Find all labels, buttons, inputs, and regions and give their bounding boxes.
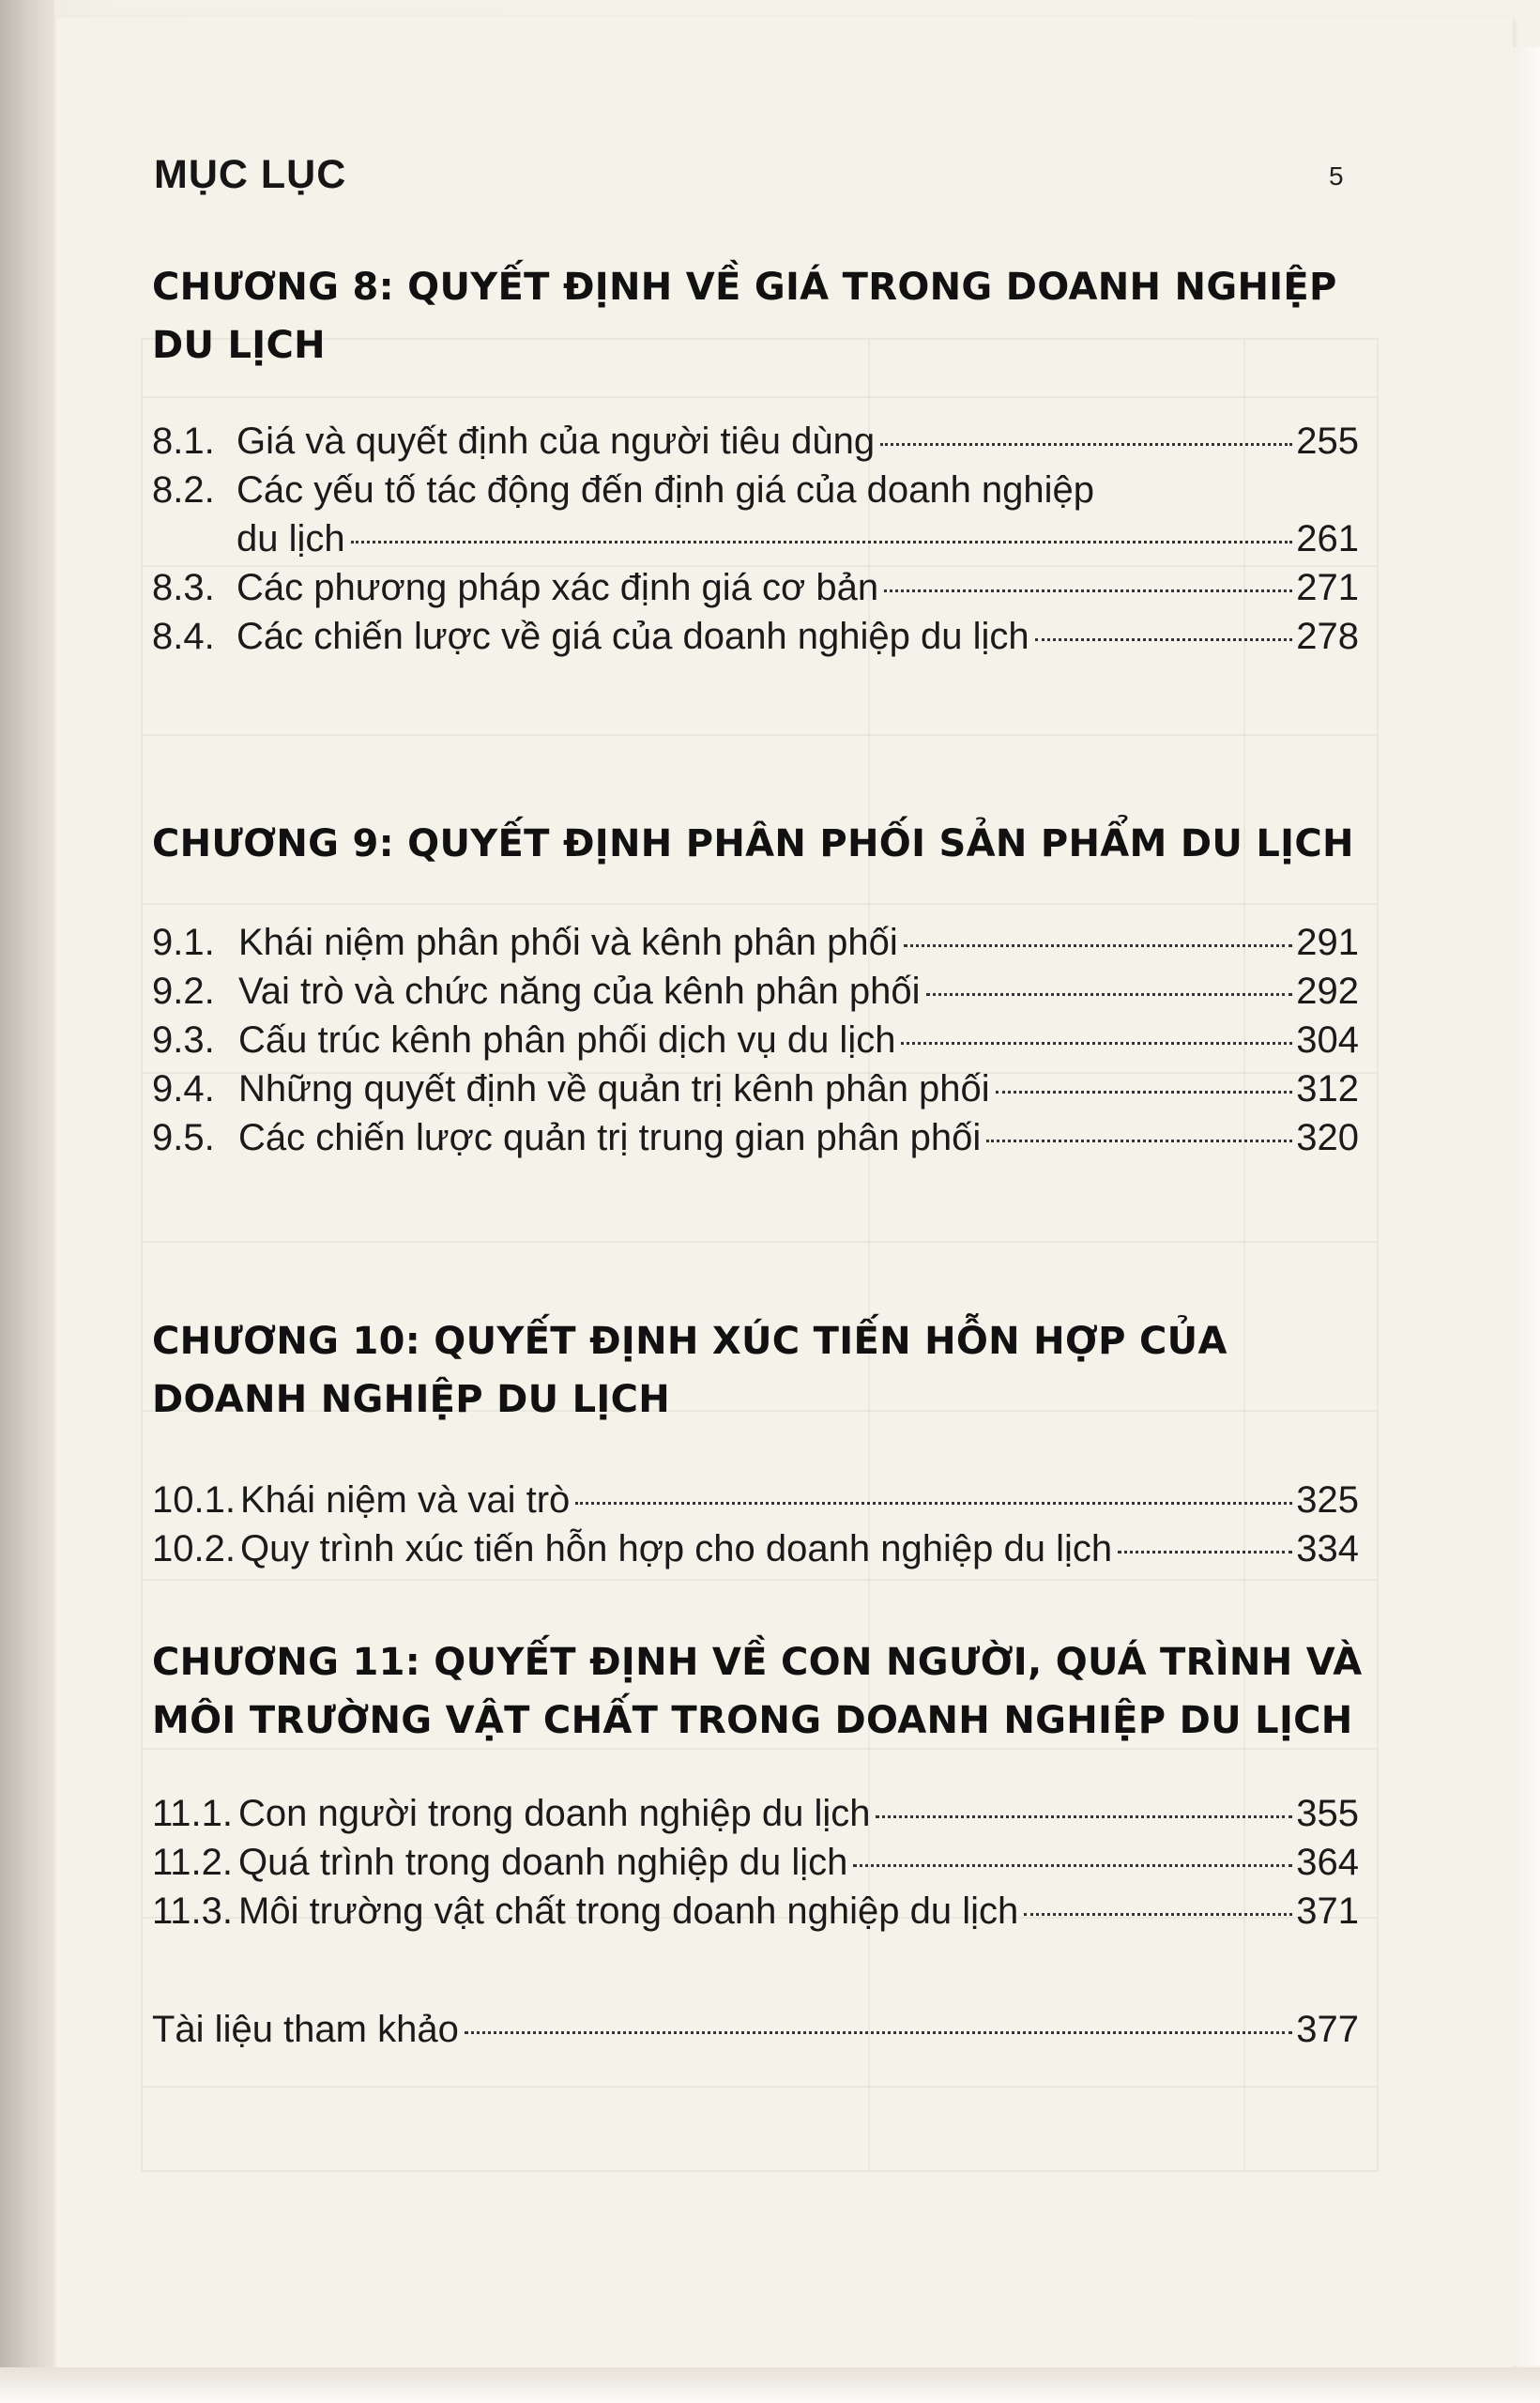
chapter-9-entries <box>152 918 1359 1162</box>
chapter-title-line: MÔI TRƯỜNG VẬT CHẤT TRONG DOANH NGHIỆP DU LỊCH <box>152 1699 1353 1742</box>
entry-number: 8.3. <box>152 567 215 608</box>
entry-number: 9.4. <box>152 1068 215 1110</box>
chapter-10-title <box>152 1312 1227 1429</box>
entry-title-continued: du lịch <box>236 518 345 559</box>
entry-number: 8.1. <box>152 421 215 462</box>
dot-leader <box>1024 1913 1292 1916</box>
chapter-title-line: CHƯƠNG 9: QUYẾT ĐỊNH PHÂN PHỐI SẢN PHẨM DU LỊCH <box>152 822 1354 865</box>
chapter-8-entries <box>152 417 1359 661</box>
chapter-8-title <box>152 258 1337 375</box>
page-bottom-edge <box>0 2367 1540 2403</box>
dot-leader <box>901 1042 1292 1045</box>
entry-title: Khái niệm phân phối và kênh phân phối <box>238 922 898 963</box>
page-number: 5 <box>1329 161 1344 191</box>
entry-title: Vai trò và chức năng của kênh phân phối <box>238 971 921 1012</box>
entry-number: 9.1. <box>152 922 215 963</box>
toc-entry-references[interactable] <box>152 2005 1359 2054</box>
toc-entry-8-2[interactable] <box>152 466 1359 563</box>
dot-leader <box>853 1864 1292 1867</box>
entry-title: Các chiến lược về giá của doanh nghiệp du lịch <box>236 616 1029 657</box>
entry-title: Các chiến lược quản trị trung gian phân phối <box>238 1117 982 1158</box>
book-spine <box>0 0 54 2403</box>
chapter-title-line: CHƯƠNG 11: QUYẾT ĐỊNH VỀ CON NGƯỜI, QUÁ TRÌNH VÀ <box>152 1641 1363 1684</box>
dot-leader <box>465 2031 1292 2034</box>
chapter-title-line: CHƯƠNG 10: QUYẾT ĐỊNH XÚC TIẾN HỖN HỢP CỦA <box>152 1320 1227 1363</box>
entry-page: 312 <box>1296 1068 1359 1110</box>
entry-number: 8.2. <box>152 469 215 511</box>
entry-title: Con người trong doanh nghiệp du lịch <box>238 1793 871 1834</box>
chapter-title-line: DU LỊCH <box>152 324 326 367</box>
entry-page: 355 <box>1296 1793 1359 1834</box>
dot-leader <box>926 993 1293 996</box>
page-edge <box>1513 47 1540 2365</box>
entry-number: 11.1. <box>152 1793 233 1834</box>
chapter-11-entries <box>152 1789 1359 1936</box>
entry-page: 291 <box>1296 922 1359 963</box>
entry-page: 364 <box>1296 1842 1359 1883</box>
entry-title: Cấu trúc kênh phân phối dịch vụ du lịch <box>238 1019 896 1061</box>
dot-leader <box>904 944 1292 947</box>
entry-number: 9.2. <box>152 971 215 1012</box>
entry-number: 11.2. <box>152 1842 233 1883</box>
entry-number: 10.2. <box>152 1528 236 1569</box>
entry-page: 261 <box>1296 518 1359 559</box>
toc-entry-10-2[interactable] <box>152 1524 1359 1573</box>
toc-entry-8-4[interactable] <box>152 612 1359 661</box>
toc-entry-11-2[interactable] <box>152 1838 1359 1887</box>
chapter-9-title <box>152 815 1354 873</box>
page-header-title: MỤC LỤC <box>154 152 347 197</box>
entry-title: Những quyết định về quản trị kênh phân phối <box>238 1068 990 1110</box>
dot-leader <box>996 1091 1293 1094</box>
references-entry-list <box>152 2005 1359 2054</box>
entry-title: Giá và quyết định của người tiêu dùng <box>236 421 876 462</box>
entry-page: 271 <box>1296 567 1359 608</box>
dot-leader <box>1035 638 1293 641</box>
entry-title: Các yếu tố tác động đến định giá của doanh nghiệp <box>236 469 1095 511</box>
toc-entry-8-1[interactable] <box>152 417 1359 466</box>
dot-leader <box>1118 1551 1292 1554</box>
entry-page: 377 <box>1296 2009 1359 2050</box>
entry-number: 8.4. <box>152 616 215 657</box>
toc-entry-9-5[interactable] <box>152 1113 1359 1162</box>
toc-entry-11-1[interactable] <box>152 1789 1359 1838</box>
dot-leader <box>884 589 1292 592</box>
entry-title: Các phương pháp xác định giá cơ bản <box>236 567 879 608</box>
entry-page: 334 <box>1296 1528 1359 1569</box>
entry-page: 278 <box>1296 616 1359 657</box>
entry-title: Tài liệu tham khảo <box>152 2009 459 2050</box>
dot-leader <box>880 443 1292 446</box>
entry-number: 9.5. <box>152 1117 215 1158</box>
toc-entry-11-3[interactable] <box>152 1887 1359 1936</box>
entry-number: 11.3. <box>152 1890 233 1932</box>
entry-title: Quá trình trong doanh nghiệp du lịch <box>238 1842 848 1883</box>
chapter-11-title <box>152 1633 1363 1750</box>
entry-page: 320 <box>1296 1117 1359 1158</box>
entry-title: Môi trường vật chất trong doanh nghiệp du lịch <box>238 1890 1019 1932</box>
toc-entry-9-2[interactable] <box>152 967 1359 1016</box>
entry-title: Khái niệm và vai trò <box>240 1479 571 1521</box>
dot-leader <box>351 541 1293 543</box>
chapter-title-line: DOANH NGHIỆP DU LỊCH <box>152 1378 671 1421</box>
chapter-title-line: CHƯƠNG 8: QUYẾT ĐỊNH VỀ GIÁ TRONG DOANH NGHIỆP <box>152 266 1337 309</box>
chapter-10-entries <box>152 1476 1359 1573</box>
entry-title: Quy trình xúc tiến hỗn hợp cho doanh nghiệp du lịch <box>240 1528 1113 1569</box>
entry-page: 325 <box>1296 1479 1359 1521</box>
dot-leader <box>876 1815 1292 1818</box>
dot-leader <box>986 1140 1292 1142</box>
entry-number: 10.1. <box>152 1479 236 1521</box>
toc-entry-10-1[interactable] <box>152 1476 1359 1524</box>
toc-entry-9-4[interactable] <box>152 1064 1359 1113</box>
entry-page: 255 <box>1296 421 1359 462</box>
entry-page: 292 <box>1296 971 1359 1012</box>
dot-leader <box>575 1502 1292 1505</box>
toc-entry-9-1[interactable] <box>152 918 1359 967</box>
toc-entry-8-3[interactable] <box>152 563 1359 612</box>
toc-entry-9-3[interactable] <box>152 1016 1359 1064</box>
entry-number: 9.3. <box>152 1019 215 1061</box>
entry-page: 371 <box>1296 1890 1359 1932</box>
entry-page: 304 <box>1296 1019 1359 1061</box>
